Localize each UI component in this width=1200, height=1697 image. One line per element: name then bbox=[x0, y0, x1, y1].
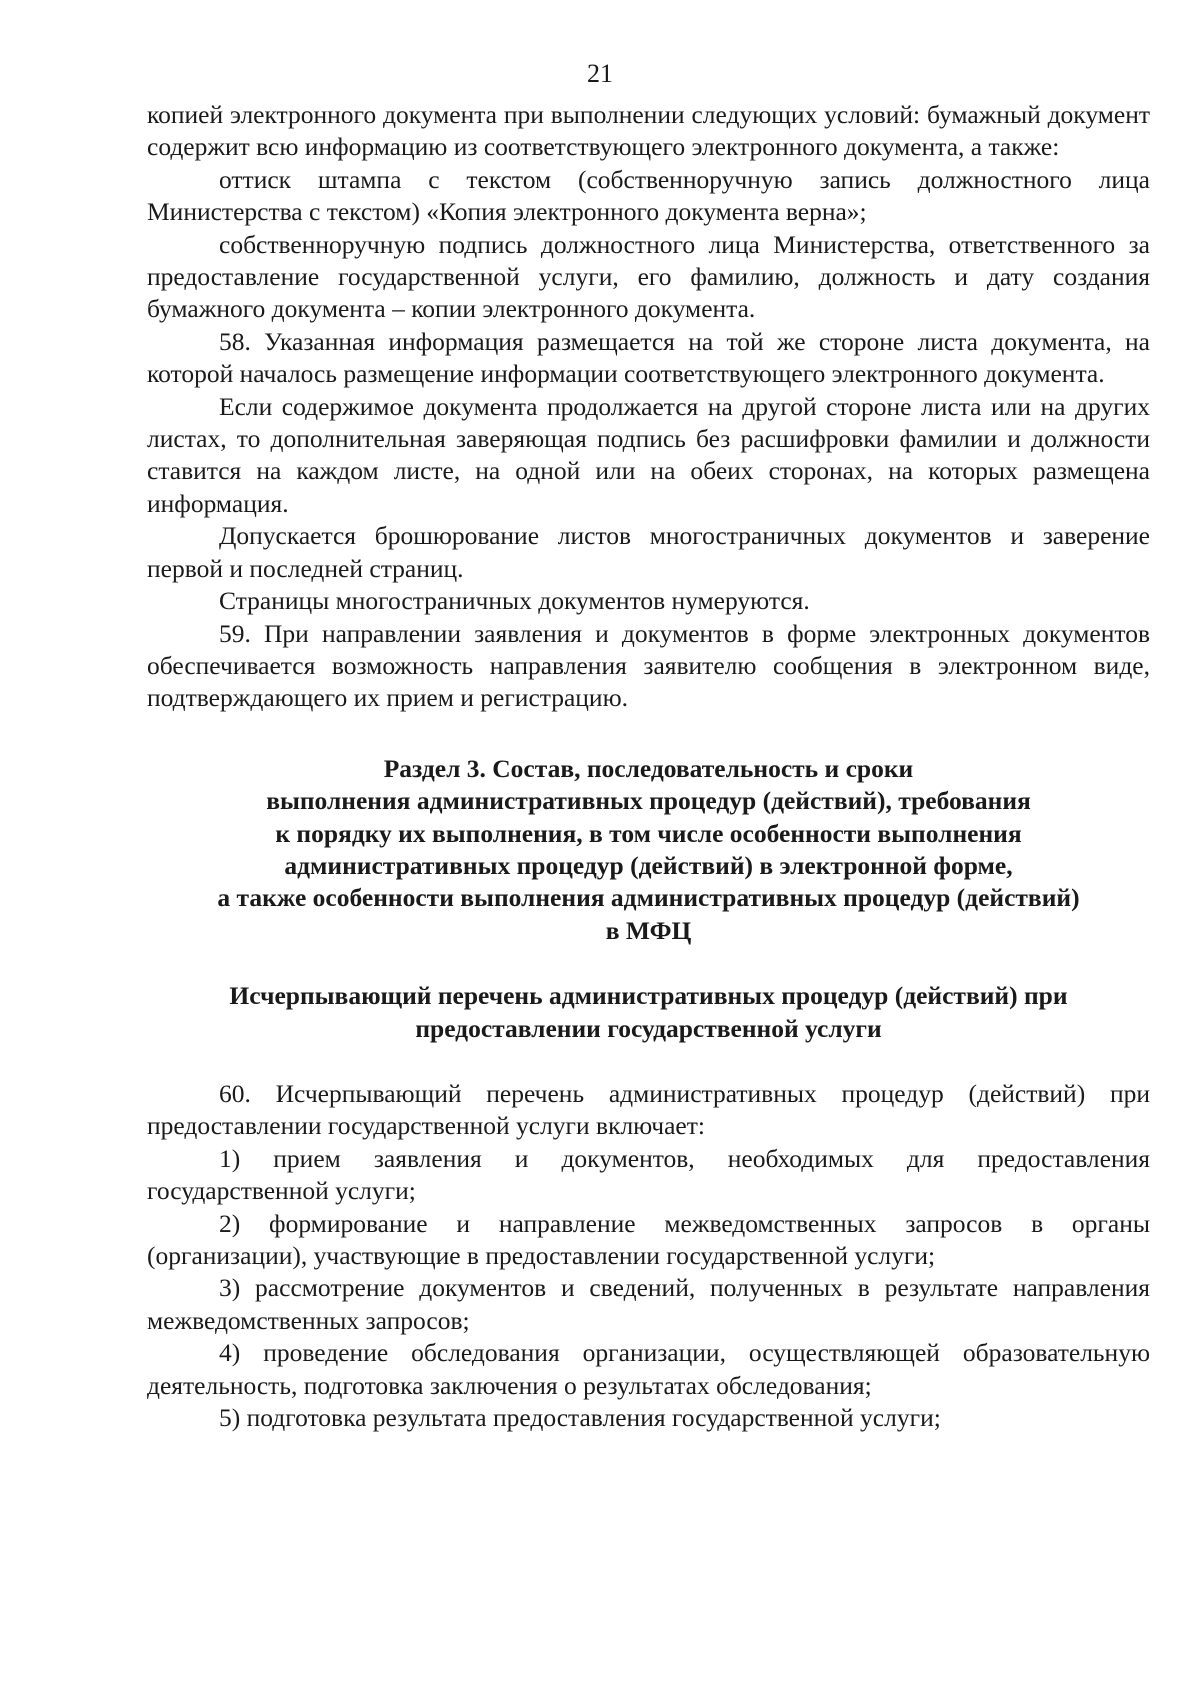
paragraph-60: 60. Исчерпывающий перечень административных процедур (действий) при предоставлении государственной услуги включает: bbox=[147, 1078, 1150, 1141]
page-content bbox=[147, 99, 1150, 1434]
section-heading-line: административных процедур (действий) в электронной форме, bbox=[284, 850, 1013, 880]
section-heading-line: к порядку их выполнения, в том числе особенности выполнения bbox=[275, 818, 1022, 848]
section-heading-line: выполнения административных процедур (действий), требования bbox=[266, 786, 1031, 816]
paragraph-58: 58. Указанная информация размещается на той же стороне листа документа, на которой началось размещение информации соответствующего электронного документа. bbox=[147, 326, 1150, 389]
paragraph-other-side: Если содержимое документа продолжается на другой стороне листа или на других листах, то дополнительная заверяющая подпись без расшифровки фамилии и должности ставится на каждом листе, на одной или на обеих сторонах, на которых размещена информация. bbox=[147, 391, 1150, 518]
list-item-1: 1) прием заявления и документов, необходимых для предоставления государственной услуги; bbox=[147, 1143, 1150, 1206]
subsection-heading-line: Исчерпывающий перечень административных процедур (действий) при bbox=[229, 981, 1068, 1011]
list-item-2: 2) формирование и направление межведомственных запросов в органы (организации), участвующие в предоставлении государственной услуги; bbox=[147, 1208, 1150, 1270]
page-number: 21 bbox=[587, 59, 613, 88]
subsection-heading-line: предоставлении государственной услуги bbox=[415, 1013, 882, 1043]
section-heading bbox=[147, 753, 1150, 947]
section-heading-line: а также особенности выполнения административных процедур (действий) bbox=[217, 883, 1080, 913]
paragraph-continuation: копией электронного документа при выполнении следующих условий: бумажный документ содержит всю информацию из соответствующего электронного документа, а также: bbox=[147, 100, 1150, 162]
list-item-3: 3) рассмотрение документов и сведений, полученных в результате направления межведомственных запросов; bbox=[147, 1273, 1150, 1335]
list-item-4: 4) проведение обследования организации, осуществляющей образовательную деятельность, подготовка заключения о результатах обследования; bbox=[147, 1338, 1150, 1400]
list-item-5: 5) подготовка результата предоставления государственной услуги; bbox=[219, 1403, 941, 1433]
subsection-heading bbox=[147, 980, 1150, 1045]
paragraph-stamp: оттиск штампа с текстом (собственноручную запись должностного лица Министерства с текстом) «Копия электронного документа верна»; bbox=[147, 164, 1150, 227]
section-heading-line: Раздел 3. Состав, последовательность и сроки bbox=[383, 753, 914, 783]
paragraph-binding: Допускается брошюрование листов многостраничных документов и заверение первой и последней страниц. bbox=[147, 521, 1150, 583]
section-heading-line: в МФЦ bbox=[605, 915, 692, 945]
paragraph-numbering: Страницы многостраничных документов нумеруются. bbox=[219, 586, 810, 616]
paragraph-59: 59. При направлении заявления и документов в форме электронных документов обеспечивается возможность направления заявителю сообщения в электронном виде, подтверждающего их прием и регистрацию. bbox=[147, 618, 1150, 713]
paragraph-signature: собственноручную подпись должностного лица Министерства, ответственного за предоставление государственной услуги, его фамилию, должность и дату создания бумажного документа – копии электронного документа. bbox=[147, 229, 1150, 324]
